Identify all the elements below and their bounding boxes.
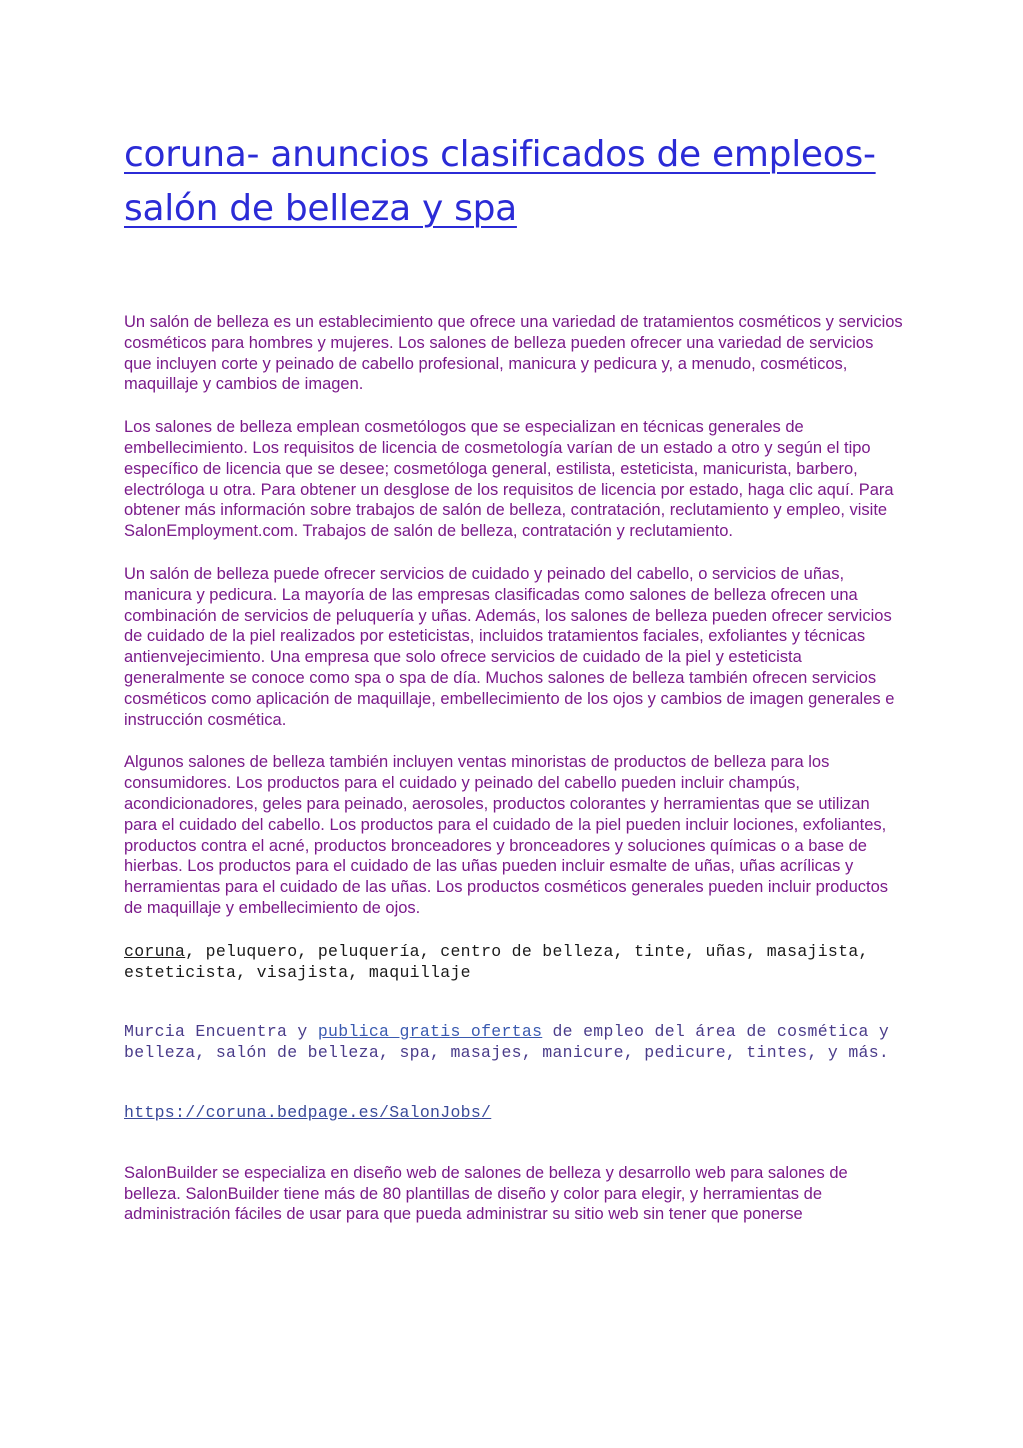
coruna-tag-link[interactable]: coruna [124,941,186,961]
murcia-promo-after: de empleo del área de cosmética y belleza, salón de belleza, spa, masajes, manicure, pedicure, tintes, y más. [124,1021,890,1063]
paragraph-cosmetologists: Los salones de belleza emplean cosmetólogos que se especializan en técnicas generales de embellecimiento. Los requisitos de licencia de cosmetología varían de un estado a otro y según el tipo específico de licencia que se desee; cosmetóloga general, estilista, esteticista, manicurista, barbero, electróloga u otra. Para obtener un desglose de los requisitos de licencia por estado, haga clic aquí. Para obtener más información sobre trabajos de salón de belleza, contratación, reclutamiento y empleo, visite SalonEmployment.com. Trabajos de salón de belleza, contratación y reclutamiento. [124,418,894,541]
keyword-tags-rest: , peluquero, peluquería, centro de belleza, tinte, uñas, masajista, esteticista, visajista, maquillaje [124,941,869,982]
paragraph-products: Algunos salones de belleza también incluyen ventas minoristas de productos de belleza para los consumidores. Los productos para el cuidado y peinado del cabello pueden incluir champús, acondicionadores, geles para peinado, aerosoles, productos colorantes y herramientas que se utilizan para el cuidado del cabello. Los productos para el cuidado de la piel pueden incluir lociones, exfoliantes, productos contra el acné, productos bronceadores y bronceadores y soluciones químicas o a base de hierbas. Los productos para el cuidado de las uñas pueden incluir esmalte de uñas, uñas acrílicas y herramientas para el cuidado de las uñas. Los productos cosméticos generales pueden incluir productos de maquillaje y embellecimiento de ojos. [124,753,889,917]
paragraph-services: Un salón de belleza puede ofrecer servicios de cuidado y peinado del cabello, o servicios de uñas, manicura y pedicura. La mayoría de las empresas clasificadas como salones de belleza ofrecen una combinación de servicios de peluquería y uñas. Además, los salones de belleza pueden ofrecer servicios de cuidado de la piel realizados por esteticistas, incluidos tratamientos faciales, exfoliantes y técnicas antienvejecimiento. Una empresa que solo ofrece servicios de cuidado de la piel y esteticista generalmente se conoce como spa o spa de día. Muchos salones de belleza también ofrecen servicios cosméticos como aplicación de maquillaje, embellecimiento de los ojos y cambios de imagen generales e instrucción cosmética. [124,564,895,729]
paragraph-intro: Un salón de belleza es un establecimiento que ofrece una variedad de tratamientos cosméticos y servicios cosméticos para hombres y mujeres. Los salones de belleza pueden ofrecer una variedad de servicios que incluyen corte y peinado de cabello profesional, manicura y pedicura y, a menudo, cosméticos, maquillaje y cambios de imagen. [124,313,903,394]
page-title-link[interactable]: coruna- anuncios clasificados de empleos- salón de belleza y spa [124,134,876,229]
murcia-promo [124,1021,903,1064]
publish-free-offers-link[interactable]: publica gratis ofertas [317,1021,543,1041]
salon-jobs-url-link[interactable]: https://coruna.bedpage.es/SalonJobs/ [124,1102,492,1122]
keyword-tags [124,941,903,983]
paragraph-salonbuilder: SalonBuilder se especializa en diseño web de salones de belleza y desarrollo web para salones de belleza. SalonBuilder tiene más de 80 plantillas de diseño y color para elegir, y herramientas de administración fáciles de usar para que pueda administrar su sitio web sin tener que ponerse [124,1163,848,1224]
murcia-promo-before: Murcia Encuentra y [124,1021,318,1041]
